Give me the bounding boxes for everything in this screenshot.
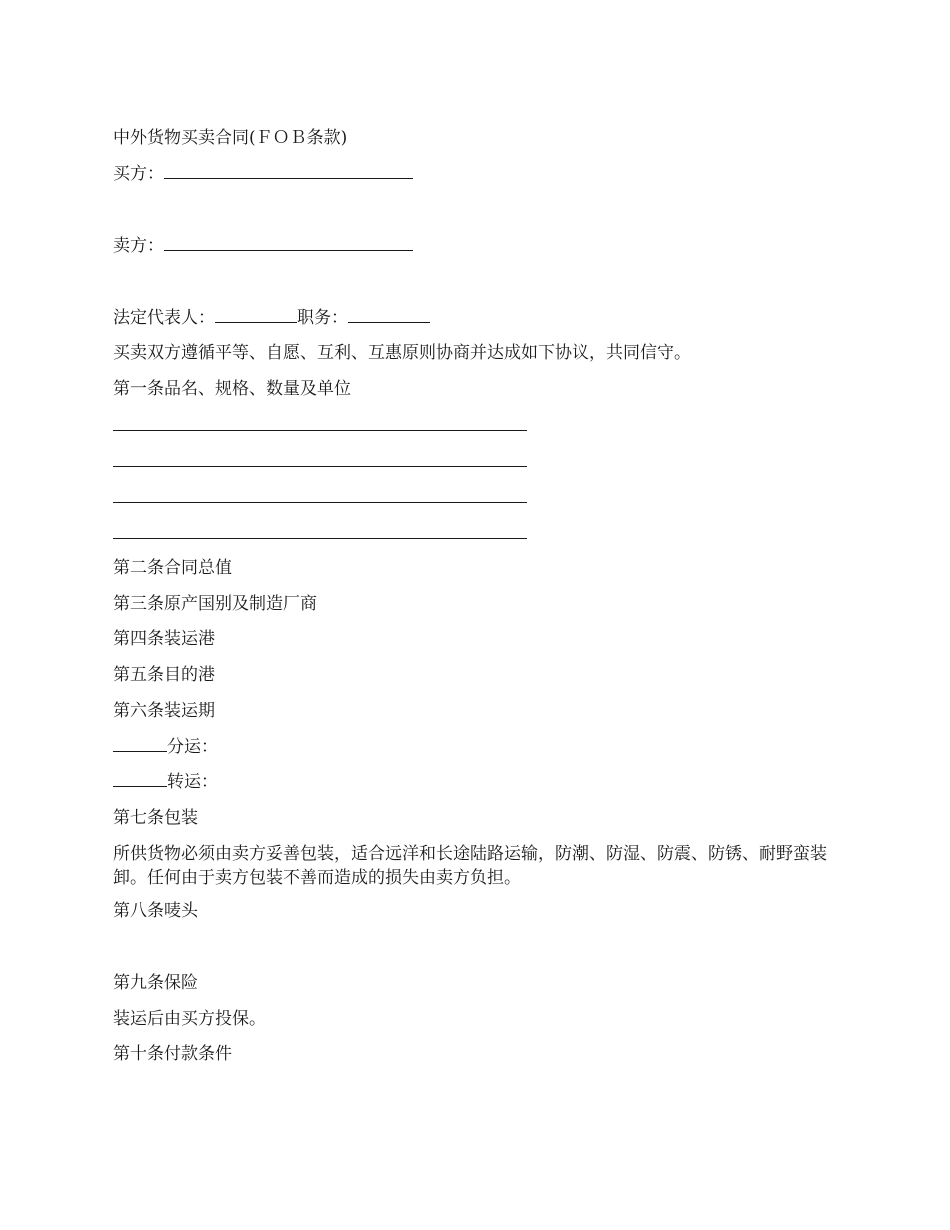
- transshipment-blank: [113, 772, 167, 787]
- transshipment-line: [113, 771, 218, 793]
- representative-blank: [215, 308, 297, 323]
- representative-line: [113, 307, 430, 329]
- article-8-heading: 第八条唛头: [113, 901, 198, 921]
- article-3-heading: 第三条原产国别及制造厂商: [113, 594, 317, 614]
- representative-label: 法定代表人：: [113, 308, 215, 328]
- article-10-heading: 第十条付款条件: [113, 1044, 232, 1064]
- position-label: 职务：: [297, 308, 348, 328]
- article-7-heading: 第七条包装: [113, 808, 198, 828]
- preamble: 买卖双方遵循平等、自愿、互利、互惠原则协商并达成如下协议，共同信守。: [113, 343, 691, 363]
- seller-blank: [164, 236, 413, 251]
- article-7-text: 所供货物必须由卖方妥善包装，适合远洋和长途陆路运输，防潮、防湿、防震、防锈、耐野蛮装卸。任何由于卖方包装不善而造成的损失由卖方负担。: [113, 844, 827, 888]
- transshipment-label: 转运：: [167, 772, 218, 792]
- goods-blank-line-3: [113, 502, 527, 503]
- position-blank: [348, 308, 430, 323]
- article-1-heading: 第一条品名、规格、数量及单位: [113, 379, 351, 399]
- seller-label: 卖方：: [113, 236, 164, 256]
- goods-blank-line-4: [113, 538, 527, 539]
- article-6-heading: 第六条装运期: [113, 701, 215, 721]
- buyer-blank: [164, 164, 413, 179]
- goods-blank-line-1: [113, 430, 527, 431]
- contract-title: 中外货物买卖合同(ＦＯＢ条款): [113, 128, 348, 148]
- seller-line: [113, 235, 413, 257]
- partial-shipment-blank: [113, 737, 167, 752]
- partial-shipment-label: 分运：: [167, 737, 218, 757]
- partial-shipment-line: [113, 736, 218, 758]
- article-9-heading: 第九条保险: [113, 973, 198, 993]
- buyer-line: [113, 163, 413, 185]
- article-2-heading: 第二条合同总值: [113, 558, 232, 578]
- article-9-text: 装运后由买方投保。: [113, 1009, 266, 1029]
- article-5-heading: 第五条目的港: [113, 665, 215, 685]
- goods-blank-line-2: [113, 466, 527, 467]
- article-4-heading: 第四条装运港: [113, 629, 215, 649]
- buyer-label: 买方：: [113, 164, 164, 184]
